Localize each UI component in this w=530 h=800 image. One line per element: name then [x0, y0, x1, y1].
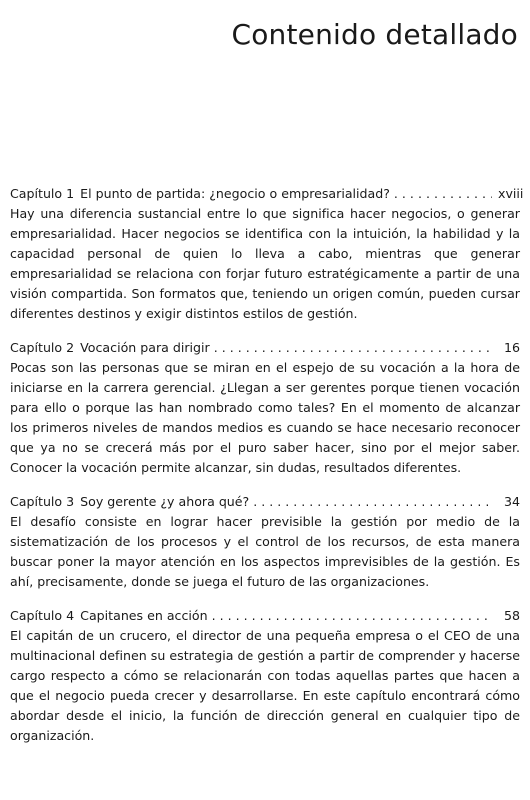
chapter-description: El capitán de un crucero, el director de una pequeña empresa o el CEO de una multinacional definen su estrategia de gestión a partir de comprender y hacerse cargo respecto a cómo se relacionarán con todas aquellas partes que hacen a que el negocio pueda crecer y desarrollarse. En este capítulo encontrará cómo abordar desde el inicio, la función de dirección general en cualquier tipo de organización.: [10, 628, 520, 743]
chapter-title: Soy gerente ¿y ahora qué?: [80, 494, 250, 509]
table-of-contents: [10, 184, 524, 760]
page-title: Contenido detallado: [231, 18, 518, 51]
toc-entry-chapter-3: [10, 492, 520, 592]
chapter-title: El punto de partida: ¿negocio o empresarialidad?: [80, 186, 390, 201]
toc-entry-heading: [10, 606, 520, 626]
dot-leader: [214, 338, 492, 358]
chapter-number: Capítulo 3: [10, 494, 75, 509]
toc-entry-chapter-4: [10, 606, 520, 746]
dot-leader: [253, 492, 492, 512]
chapter-description: Hay una diferencia sustancial entre lo que significa hacer negocios, o generar empresarialidad. Hacer negocios se identifica con la intuición, la habilidad y la capacidad personal de quien lo lleva a cabo, mientras que generar empresarialidad se relaciona con forjar futuro estratégicamente a partir de una visión compartida. Son formatos que, teniendo un origen común, pueden cursar diferentes destinos y exigir distintos estilos de gestión.: [10, 206, 520, 321]
toc-entry-heading: [10, 492, 520, 512]
chapter-description: Pocas son las personas que se miran en el espejo de su vocación a la hora de iniciarse en la carrera gerencial. ¿Llegan a ser gerentes porque tienen vocación para ello o porque las han nombrado como tales? En el momento de alcanzar los primeros niveles de mandos medios es cuando se hace necesario reconocer que ya no se crecerá más por el puro saber hacer, sino por el mejor saber. Conocer la vocación permite alcanzar, sin dudas, resultados diferentes.: [10, 360, 520, 475]
page-number: 16: [503, 340, 520, 355]
toc-entry-heading: [10, 184, 524, 204]
chapter-title: Capitanes en acción: [80, 608, 208, 623]
dot-leader: [394, 184, 492, 204]
page-number: 34: [503, 494, 520, 509]
chapter-title: Vocación para dirigir: [80, 340, 210, 355]
page-number: 58: [503, 608, 520, 623]
toc-entry-heading: [10, 338, 520, 358]
chapter-description: El desafío consiste en lograr hacer previsible la gestión por medio de la sistematización de los procesos y el control de los recursos, de esta manera buscar poner la mayor atención en los aspectos imprevisibles de la gestión. Es ahí, precisamente, donde se juega el futuro de las organizaciones.: [10, 514, 520, 589]
chapter-number: Capítulo 4: [10, 608, 75, 623]
chapter-number: Capítulo 2: [10, 340, 75, 355]
toc-entry-chapter-1: [10, 184, 524, 324]
page-number: xviii: [498, 186, 524, 201]
dot-leader: [212, 606, 492, 626]
chapter-number: Capítulo 1: [10, 186, 75, 201]
toc-entry-chapter-2: [10, 338, 520, 478]
